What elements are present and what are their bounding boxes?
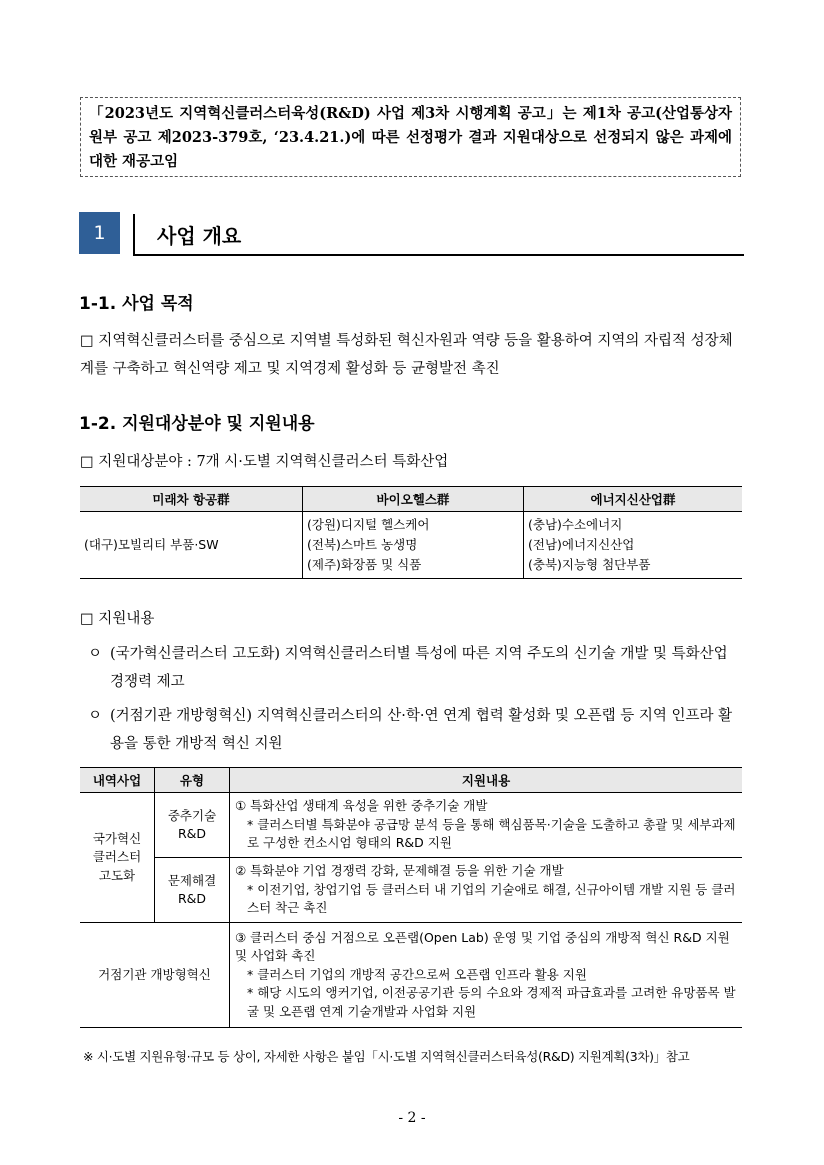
field-item: (충북)지능형 첨단부품 xyxy=(528,557,651,572)
table-header: 에너지신산업群 xyxy=(524,487,743,512)
table-header: 미래차 항공群 xyxy=(80,487,303,512)
section-header xyxy=(79,212,744,258)
field-item: (제주)화장품 및 식품 xyxy=(307,557,422,572)
type-cell: 문제해결 R&D xyxy=(155,858,230,923)
bullet-text: (국가혁신클러스터 고도화) 지역혁신클러스터별 특성에 따른 지역 주도의 신기술 개발 및 특화산업 경쟁력 제고 xyxy=(110,646,728,690)
program-cell: 거점기관 개방형혁신 xyxy=(80,923,230,1028)
section-underline xyxy=(133,254,744,256)
field-item: (강원)디지털 헬스케어 xyxy=(307,517,430,532)
table-header: 내역사업 xyxy=(80,768,155,793)
section-title: 사업 개요 xyxy=(157,224,242,248)
footnote: ※ 시·도별 지원유형·규모 등 상이, 자세한 사항은 붙임「시·도별 지역혁신클러스터육성(R&D) 지원계획(3차)」참고 xyxy=(83,1049,690,1064)
content-main: ③ 클러스터 중심 거점으로 오픈랩(Open Lab) 운영 및 기업 중심의 개방적 혁신 R&D 지원 및 사업화 촉진 xyxy=(235,929,730,964)
type-cell: 중추기술 R&D xyxy=(155,793,230,858)
bullet-mark: ㅇ xyxy=(88,708,103,724)
content-sub: * 해당 시도의 앵커기업, 이전공공기관 등의 수요와 경제적 파급효과를 고려한 유망품목 발굴 및 오픈랩 연계 기술개발과 사업화 지원 xyxy=(247,985,736,1019)
bullet-mark: ㅇ xyxy=(88,646,103,662)
purpose-heading: 1-1. 사업 목적 xyxy=(79,294,194,314)
field-item: (대구)모빌리티 부품·SW xyxy=(84,537,219,552)
table-header: 유형 xyxy=(155,768,230,793)
bullet-item xyxy=(88,702,744,758)
field-item: (전남)에너지신산업 xyxy=(528,537,635,552)
table-header: 바이오헬스群 xyxy=(303,487,524,512)
field-item: (충남)수소에너지 xyxy=(528,517,623,532)
purpose-text: □ 지역혁신클러스터를 중심으로 지역별 특성화된 혁신자원과 역량 등을 활용하여 지역의 자립적 성장체계를 구축하고 혁신역량 제고 및 지역경제 활성화 등 균형발전 촉진 xyxy=(80,333,733,377)
page-number: - 2 - xyxy=(398,1110,426,1126)
reannouncement-notice: 「2023년도 지역혁신클러스터육성(R&D) 사업 제3차 시행계획 공고」는 제1차 공고(산업통상자원부 공고 제2023-379호, ‘23.4.21.)에 따른 선정평가 결과 지원대상으로 선정되지 않은 과제에 대한 재공고임 xyxy=(80,97,741,177)
content-sub: * 클러스터 기업의 개방적 공간으로써 오픈랩 인프라 활용 지원 xyxy=(247,966,587,982)
support-fields-table xyxy=(80,486,742,579)
support-detail-table xyxy=(80,767,742,1028)
table-cell xyxy=(80,512,303,579)
support-target-line: □ 지원대상분야 : 7개 시·도별 지역혁신클러스터 특화산업 xyxy=(80,454,449,470)
table-cell xyxy=(524,512,743,579)
support-content-label: □ 지원내용 xyxy=(80,611,155,627)
field-item: (전북)스마트 농생명 xyxy=(307,537,418,552)
section-divider xyxy=(133,214,135,254)
bullet-text: (거점기관 개방형혁신) 지역혁신클러스터의 산·학·연 연계 협력 활성화 및 오픈랩 등 지역 인프라 활용을 통한 개방적 혁신 지원 xyxy=(110,708,733,752)
program-cell: 국가혁신 클러스터 고도화 xyxy=(80,793,155,923)
content-cell xyxy=(230,793,743,858)
section-number: 1 xyxy=(79,212,120,254)
bullet-item xyxy=(88,640,744,696)
table-cell xyxy=(303,512,524,579)
support-heading: 1-2. 지원대상분야 및 지원내용 xyxy=(79,414,315,434)
content-sub: * 클러스터별 특화분야 공급망 분석 등을 통해 핵심품목·기술을 도출하고 총괄 및 세부과제로 구성한 컨소시엄 형태의 R&D 지원 xyxy=(247,816,736,851)
content-main: ② 특화분야 기업 경쟁력 강화, 문제해결 등을 위한 기술 개발 xyxy=(235,863,564,879)
content-cell xyxy=(230,923,743,1028)
content-sub: * 이전기업, 창업기업 등 클러스터 내 기업의 기술애로 해결, 신규아이템 개발 지원 등 클러스터 착근 촉진 xyxy=(247,881,736,916)
content-cell xyxy=(230,858,743,923)
table-header: 지원내용 xyxy=(230,768,743,793)
content-main: ① 특화산업 생태계 육성을 위한 중추기술 개발 xyxy=(235,798,488,814)
